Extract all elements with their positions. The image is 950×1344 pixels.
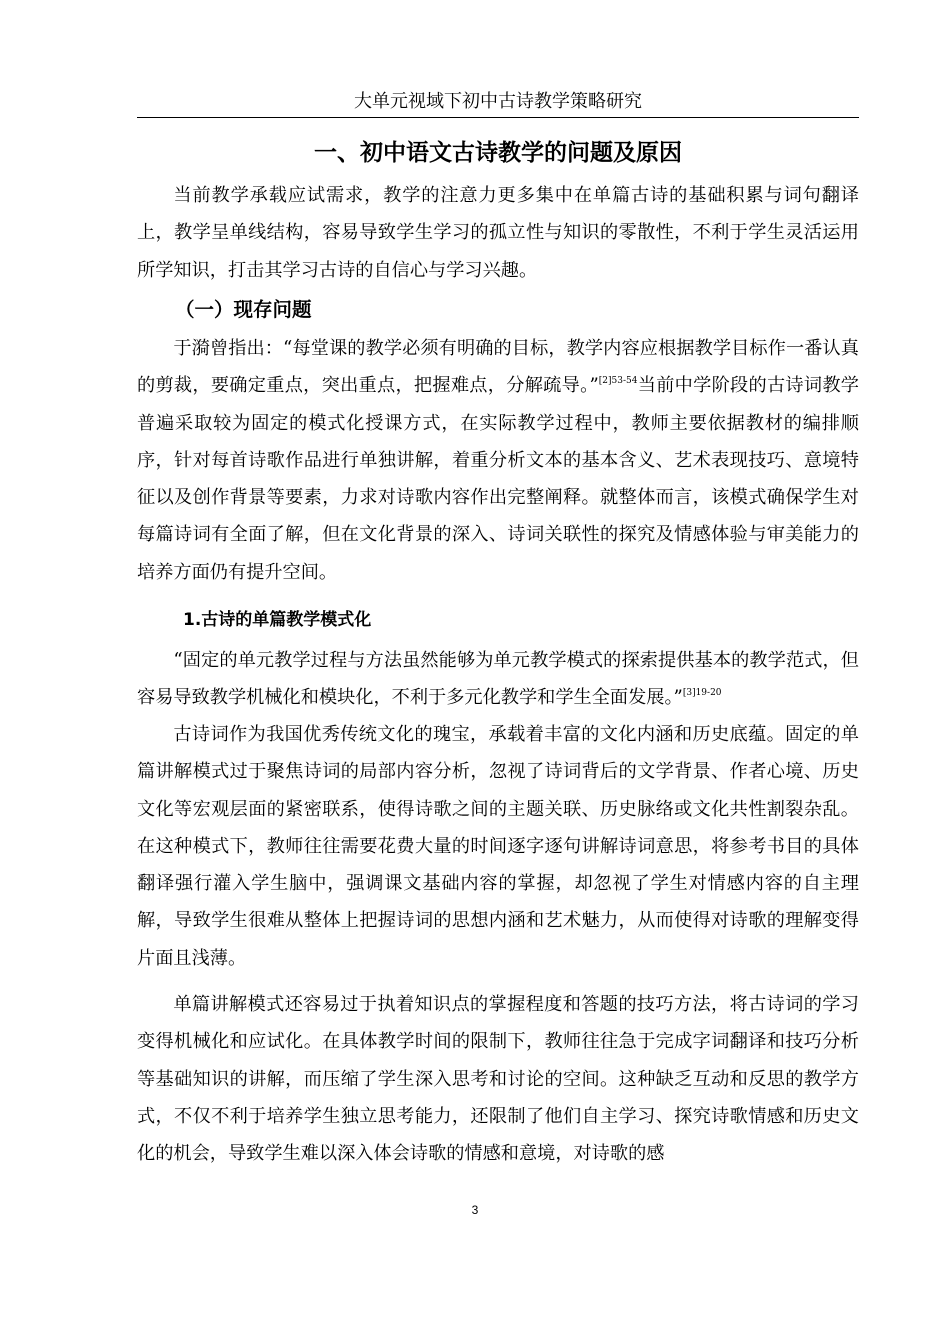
running-header: 大单元视域下初中古诗教学策略研究 [137,87,859,118]
paragraph-yu-yi-quote [137,330,859,591]
section-title: （一）现存问题 [175,298,312,321]
paragraph-text: 当前中学阶段的古诗词教学普遍采取较为固定的模式化授课方式，在实际教学过程中，教师主要依据教材的编排顺序，针对每首诗歌作品进行单独讲解，着重分析文本的基本含义、艺术表现技巧、意境特征以及创作背景等要素，力求对诗歌内容作出完整阐释。就整体而言，该模式确保学生对每篇诗词有全面了解，但在文化背景的深入、诗词关联性的探究及情感体验与审美能力的培养方面仍有提升空间。 [137,375,859,583]
page-number: 3 [471,1203,479,1217]
paragraph-classical-poetry: 古诗词作为我国优秀传统文化的瑰宝，承载着丰富的文化内涵和历史底蕴。固定的单篇讲解模式过于聚焦诗词的局部内容分析，忽视了诗词背后的文学背景、作者心境、历史文化等宏观层面的紧密联系，使得诗歌之间的主题关联、历史脉络或文化共性割裂杂乱。在这种模式下，教师往往需要花费大量的时间逐字逐句讲解诗词意思，将参考书目的具体翻译强行灌入学生脑中，强调课文基础内容的掌握，却忽视了学生对情感内容的自主理解，导致学生很难从整体上把握诗词的思想内涵和艺术魅力，从而使得对诗歌的理解变得片面且浅薄。 [137,724,859,969]
quote-text: “固定的单元教学过程与方法虽然能够为单元教学模式的探索提供基本的教学范式，但容易导致教学机械化和模块化，不利于多元化教学和学生全面发展。” [137,650,859,709]
citation-ref: [2]53-54 [598,376,638,387]
paragraph-single-lecture-mode: 单篇讲解模式还容易过于执着知识点的掌握程度和答题的技巧方法，将古诗词的学习变得机械化和应试化。在具体教学时间的限制下，教师往往急于完成字词翻译和技巧分析等基础知识的讲解，而压缩了学生深入思考和讨论的空间。这种缺乏互动和反思的教学方式，不仅不利于培养学生独立思考能力，还限制了他们自主学习、探究诗歌情感和历史文化的机会，导致学生难以深入体会诗歌的情感和意境，对诗歌的感 [137,994,859,1165]
citation-ref: [3]19-20 [682,688,722,699]
chapter-title: 一、初中语文古诗教学的问题及原因 [314,140,682,166]
intro-paragraph: 当前教学承载应试需求，教学的注意力更多集中在单篇古诗的基础积累与词句翻译上，教学呈单线结构，容易导致学生学习的孤立性与知识的零散性，不利于学生灵活运用所学知识，打击其学习古诗的自信心与学习兴趣。 [137,185,859,281]
subsection-title: 1.古诗的单篇教学模式化 [183,610,372,630]
block-quote-paragraph [137,642,859,717]
quote-text: 于漪曾指出：“每堂课的教学必须有明确的目标，教学内容应根据教学目标作一番认真的剪裁，要确定重点，突出重点，把握难点，分解疏导。” [137,338,859,397]
